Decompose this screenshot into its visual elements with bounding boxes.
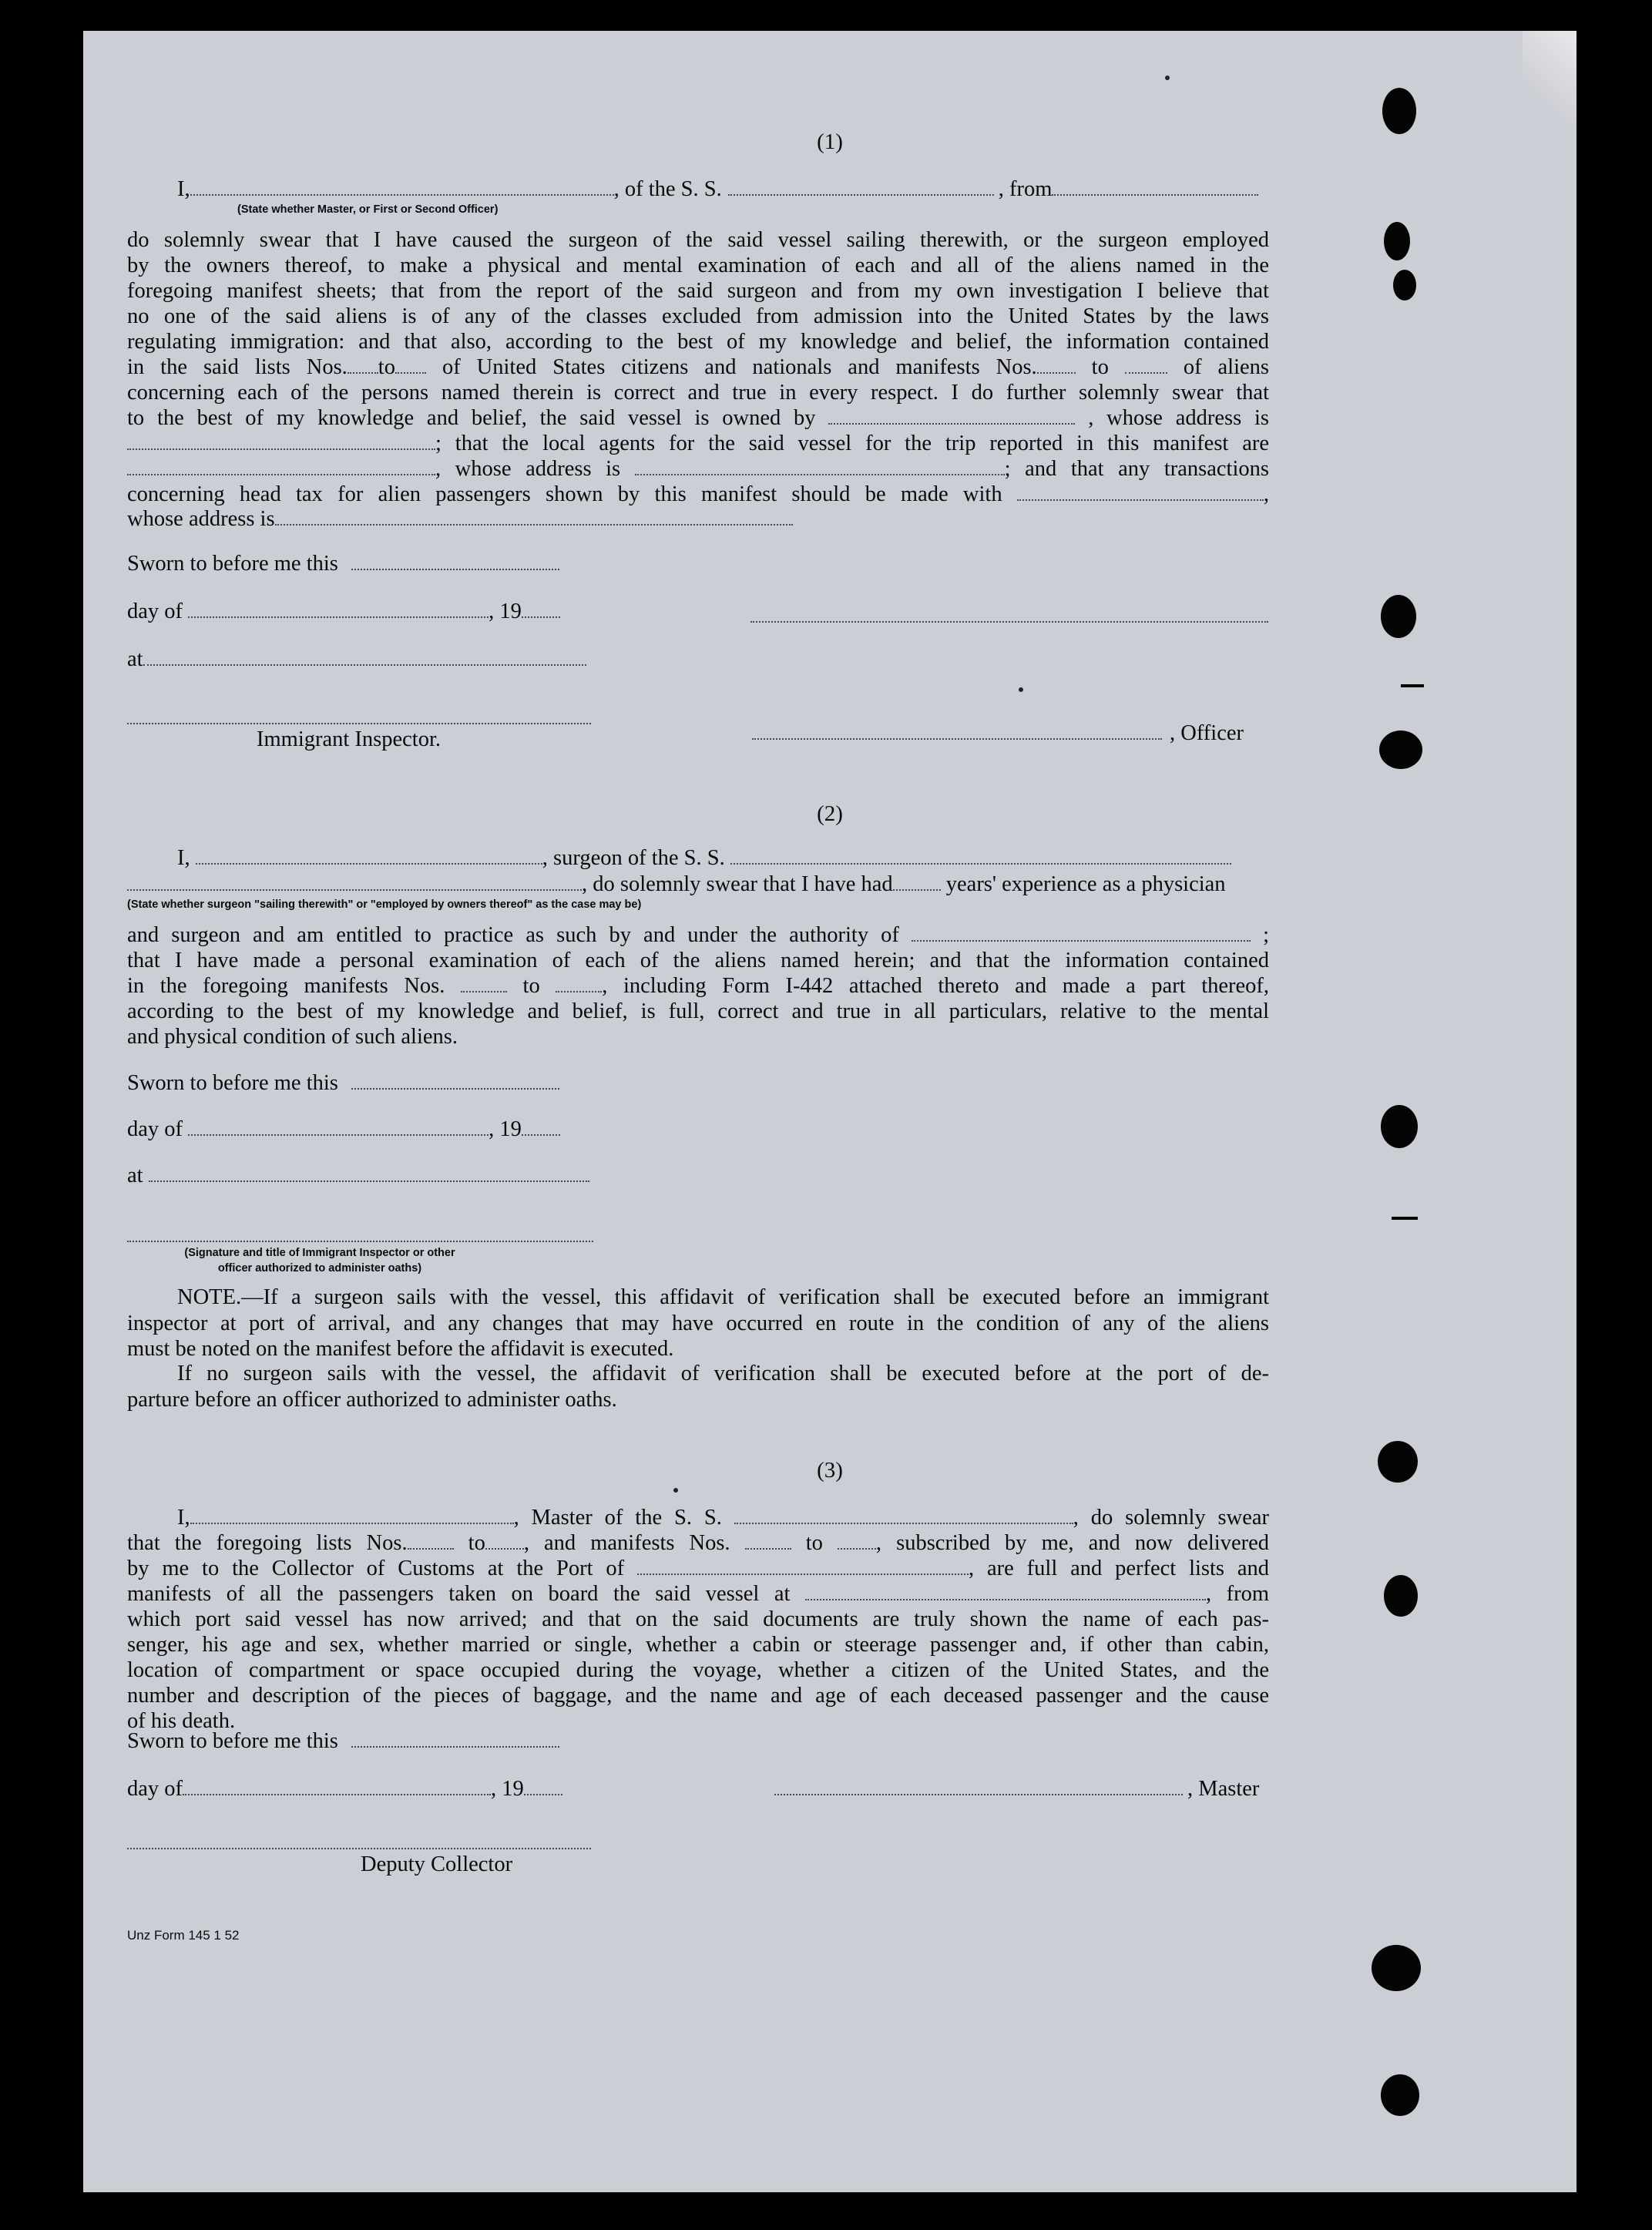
margin-dash: [1392, 1217, 1418, 1220]
place-line: at: [127, 647, 586, 672]
text-line: foregoing manifest sheets; that from the report of the said surgeon and from my own investigation I believe that: [127, 279, 1269, 303]
binder-hole: [1379, 730, 1422, 769]
text-line: regulating immigration: and that also, according to the best of my knowledge and belief, the information contained: [127, 330, 1269, 354]
text-line: according to the best of my knowledge and belief, is full, correct and true in all particulars, relative to the mental: [127, 999, 1269, 1023]
signature-line: [127, 1241, 593, 1242]
field-instruction: (State whether surgeon "sailing therewith" or "employed by owners thereof" as the case may be): [127, 898, 642, 911]
sworn-line: Sworn to before me this: [127, 1729, 559, 1754]
date-line: day of , 19: [127, 599, 560, 624]
text-line: and physical condition of such aliens.: [127, 1025, 458, 1049]
section-number: (3): [817, 1458, 843, 1483]
text-line: of his death.: [127, 1709, 236, 1733]
section-number: (2): [817, 801, 843, 826]
text-line: I, , of the S. S. , from: [177, 177, 1258, 202]
text-line: no one of the said aliens is of any of the classes excluded from admission into the United States by the laws: [127, 304, 1269, 328]
deputy-signature-line: [127, 1848, 591, 1849]
text-line: and surgeon and am entitled to practice as such by and under the authority of ;: [127, 923, 1270, 947]
field-instruction: (State whether Master, or First or Second Officer): [237, 203, 499, 216]
note-line: inspector at port of arrival, and any changes that may have occurred en route in the condition of any of the aliens: [127, 1311, 1269, 1335]
text-line: in the said lists Nos. to of United States citizens and nationals and manifests Nos. to of aliens: [127, 355, 1270, 379]
deputy-title: Deputy Collector: [361, 1852, 513, 1876]
page-curl: [1523, 31, 1576, 123]
text-line: senger, his age and sex, whether married or single, whether a cabin or steerage passenger and, if other than cabin,: [127, 1633, 1269, 1657]
text-line: , do solemnly swear that I have had years' experience as a physician: [127, 872, 1226, 897]
text-line: I, , Master of the S. S. , do solemnly swear: [177, 1506, 1269, 1530]
date-line: day of , 19: [127, 1117, 560, 1142]
signature-line: [750, 621, 1268, 623]
text-line: ; that the local agents for the said vessel for the trip reported in this manifest are: [127, 431, 1269, 456]
speck: [1165, 76, 1170, 80]
text-line: location of compartment or space occupied during the voyage, whether a citizen of the United States, and the: [127, 1658, 1269, 1682]
binder-hole: [1381, 1105, 1418, 1148]
note-line: parture before an officer authorized to administer oaths.: [127, 1388, 617, 1412]
text-line: I, , surgeon of the S. S.: [177, 846, 1231, 871]
text-line: manifests of all the passengers taken on board the said vessel at , from: [127, 1582, 1269, 1606]
binder-hole: [1381, 2074, 1419, 2116]
note-line: NOTE.—If a surgeon sails with the vessel, this affidavit of verification shall be executed before an immigrant: [177, 1285, 1269, 1309]
inspector-title: Immigrant Inspector.: [257, 727, 442, 751]
margin-dash: [1401, 684, 1424, 687]
text-line: whose address is: [127, 507, 793, 532]
text-line: concerning head tax for alien passengers shown by this manifest should be made with ,: [127, 482, 1270, 506]
text-line: number and description of the pieces of baggage, and the name and age of each deceased passenger and the cause: [127, 1684, 1269, 1708]
text-line: that I have made a personal examination of each of the aliens named herein; and that the information contained: [127, 949, 1269, 972]
binder-hole: [1393, 270, 1416, 301]
text-line: by me to the Collector of Customs at the Port of , are full and perfect lists and: [127, 1557, 1270, 1580]
text-line: that the foregoing lists Nos. to , and manifests Nos. to , subscribed by me, and now delivered: [127, 1531, 1270, 1555]
binder-hole: [1384, 1575, 1418, 1617]
text-line: in the foregoing manifests Nos. to , including Form I-442 attached thereto and made a part thereof,: [127, 974, 1270, 998]
manifest-affidavit-page: [83, 31, 1576, 2192]
officer-line: , Officer: [752, 721, 1244, 746]
speck: [673, 1488, 678, 1493]
text-line: by the owners thereof, to make a physical and mental examination of each and all of the aliens named in the: [127, 254, 1269, 277]
sworn-line: Sworn to before me this: [127, 552, 559, 576]
binder-hole: [1381, 595, 1416, 638]
text-line: do solemnly swear that I have caused the surgeon of the said vessel sailing therewith, or the surgeon employed: [127, 228, 1269, 252]
note-line: If no surgeon sails with the vessel, the affidavit of verification shall be executed before at the port of de-: [177, 1362, 1269, 1385]
text-line: which port said vessel has now arrived; and that on the said documents are truly shown the name of each pas-: [127, 1607, 1269, 1631]
signature-instruction: (Signature and title of Immigrant Inspector or other officer authorized to administer oaths): [184, 1247, 455, 1275]
text-line: to the best of my knowledge and belief, the said vessel is owned by , whose address is: [127, 406, 1270, 430]
note-line: must be noted on the manifest before the affidavit is executed.: [127, 1337, 674, 1361]
text-line: , whose address is ; and that any transactions: [127, 456, 1269, 482]
binder-hole: [1382, 88, 1416, 134]
binder-hole: [1384, 222, 1410, 260]
sworn-line: Sworn to before me this: [127, 1071, 559, 1096]
form-number: Unz Form 145 1 52: [127, 1928, 240, 1943]
date-line: day of , 19: [127, 1777, 562, 1802]
section-number: (1): [817, 129, 843, 154]
speck: [1019, 687, 1023, 692]
place-line: at: [127, 1164, 589, 1188]
master-line: , Master: [774, 1777, 1259, 1802]
text-line: concerning each of the persons named therein is correct and true in every respect. I do further solemnly swear that: [127, 381, 1269, 405]
binder-hole: [1372, 1945, 1421, 1991]
inspector-signature-line: [127, 723, 591, 724]
